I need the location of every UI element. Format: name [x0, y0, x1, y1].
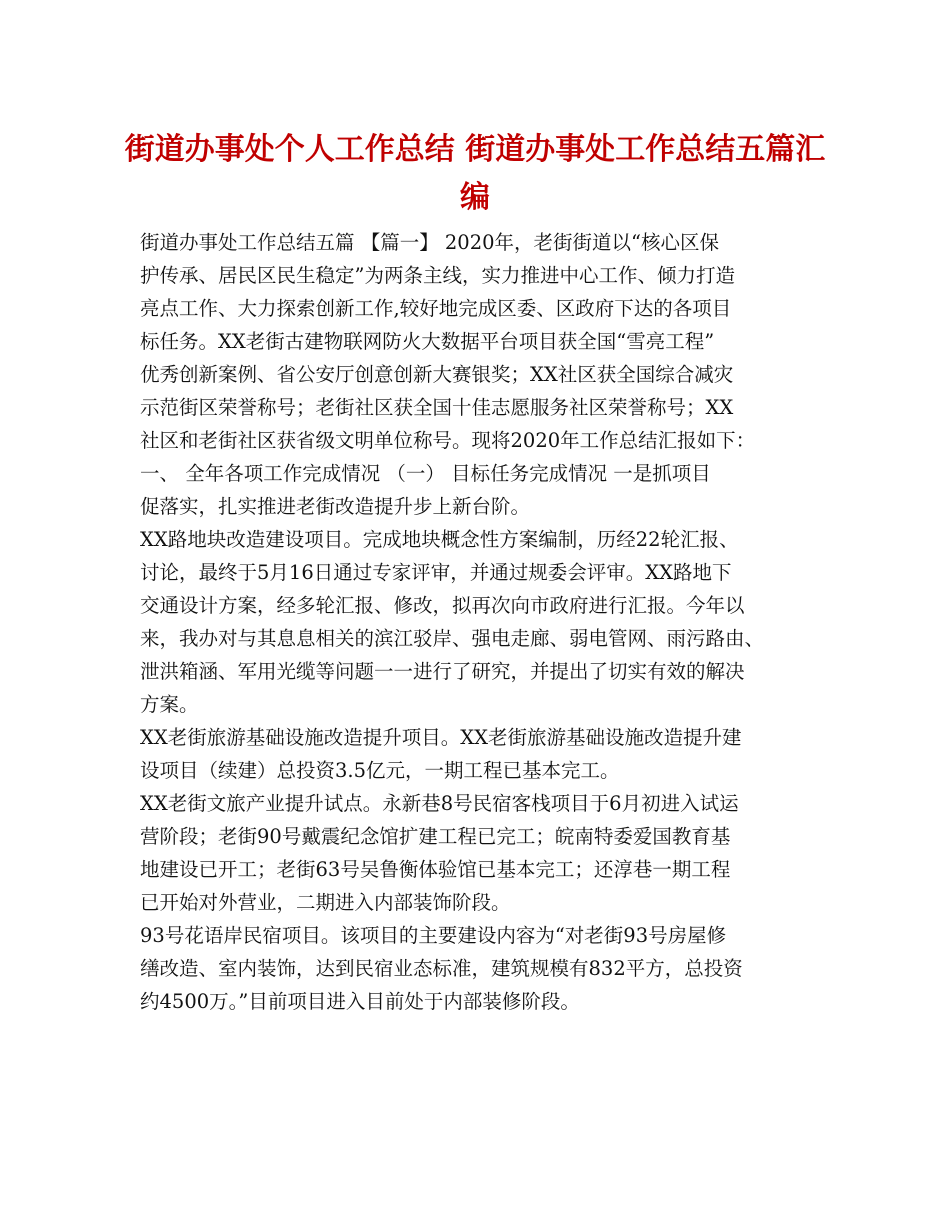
body-line: 护传承、居民区民生稳定”为两条主线，实力推进中心工作、倾力打造	[140, 264, 735, 287]
body-line: 设项目（续建）总投资3.5亿元，一期工程已基本完工。	[140, 759, 620, 782]
body-line: 营阶段；老街90号戴震纪念馆扩建工程已完工；皖南特委爱国教育基	[140, 825, 731, 848]
body-line: 缮改造、室内装饰，达到民宿业态标准，建筑规模有832平方，总投资	[140, 957, 743, 980]
body-line: 亮点工作、大力探索创新工作,较好地完成区委、区政府下达的各项目	[140, 297, 732, 320]
body-line: 来，我办对与其息息相关的滨江驳岸、强电走廊、弱电管网、雨污路由、	[140, 627, 765, 650]
document-body	[140, 226, 830, 1018]
document-title-line-1: 街道办事处个人工作总结 街道办事处工作总结五篇汇	[124, 132, 826, 167]
body-line: XX老街旅游基础设施改造提升项目。XX老街旅游基础设施改造提升建	[140, 726, 742, 749]
document-title-line-2: 编	[460, 180, 490, 215]
body-line: 交通设计方案，经多轮汇报、修改，拟再次向市政府进行汇报。今年以	[140, 594, 745, 617]
body-line: 已开始对外营业，二期进入内部装饰阶段。	[140, 891, 511, 914]
body-line: 优秀创新案例、省公安厅创意创新大赛银奖；XX社区获全国综合减灾	[140, 363, 734, 386]
body-line: 一、 全年各项工作完成情况 （一） 目标任务完成情况 一是抓项目	[140, 462, 711, 485]
body-line: 方案。	[140, 693, 199, 716]
body-line: 地建设已开工；老街63号吴鲁衡体验馆已基本完工；还淳巷一期工程	[140, 858, 731, 881]
body-line: 标任务。XX老街古建物联网防火大数据平台项目获全国“雪亮工程”	[140, 330, 715, 353]
body-line: 促落实，扎实推进老街改造提升步上新台阶。	[140, 495, 531, 518]
body-line: 街道办事处工作总结五篇 【篇一】 2020年，老街街道以“核心区保	[140, 231, 719, 254]
body-line: 约4500万。”目前项目进入目前处于内部装修阶段。	[140, 990, 580, 1013]
body-line: 讨论，最终于5月16日通过专家评审，并通过规委会评审。XX路地下	[140, 561, 732, 584]
body-line: 93号花语岸民宿项目。该项目的主要建设内容为“对老街93号房屋修	[140, 924, 727, 947]
body-line: 社区和老街社区获省级文明单位称号。现将2020年工作总结汇报如下：	[140, 429, 756, 452]
body-line: 示范街区荣誉称号；老街社区获全国十佳志愿服务社区荣誉称号；XX	[140, 396, 734, 419]
body-line: 泄洪箱涵、军用光缆等问题一一进行了研究，并提出了切实有效的解决	[140, 660, 745, 683]
body-line: XX路地块改造建设项目。完成地块概念性方案编制，历经22轮汇报、	[140, 528, 739, 551]
body-line: XX老街文旅产业提升试点。永新巷8号民宿客栈项目于6月初进入试运	[140, 792, 739, 815]
